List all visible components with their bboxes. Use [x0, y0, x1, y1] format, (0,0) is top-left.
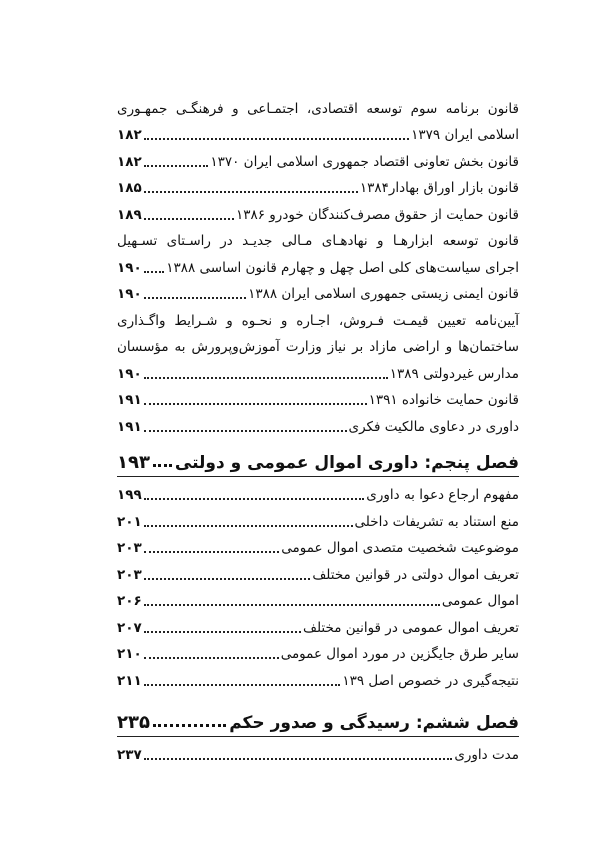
entry-page-number: ۲۰۳: [117, 566, 142, 583]
entry-title: قانون بخش تعاونی اقتصاد جمهوری اسلامی ایران ۱۳۷۰: [210, 153, 519, 170]
toc-entry: [117, 410, 519, 437]
entry-page-number: ۱۹۱: [117, 392, 142, 409]
divider: [117, 476, 519, 477]
toc-entry: [117, 739, 519, 766]
dot-leader: [144, 757, 453, 760]
entry-page-number: ۱۹۰: [117, 259, 142, 276]
entry-title: نتیجه‌گیری در خصوص اصل ۱۳۹: [342, 672, 519, 689]
toc-entry: [117, 357, 519, 384]
dot-leader: [144, 217, 234, 220]
chapter-page: ۱۹۳: [117, 451, 150, 473]
toc-entry: [117, 479, 519, 506]
entry-page-number: ۱۹۰: [117, 365, 142, 382]
dot-leader: [144, 190, 358, 193]
entry-title: تعریف اموال دولتی در قوانین مختلف: [312, 566, 519, 583]
chapter-title: فصل پنجم: داوری اموال عمومی و دولتی: [174, 452, 519, 473]
toc-section-2: [117, 479, 519, 691]
dot-leader: [144, 402, 367, 405]
toc-entry: [117, 505, 519, 532]
chapter-6-heading: [117, 705, 519, 733]
entry-title: تعریف اموال عمومی در قوانین مختلف: [302, 619, 519, 636]
dot-leader: [144, 137, 409, 140]
chapter-title: فصل ششم: رسیدگی و صدور حکم: [229, 712, 519, 733]
toc-entry: [117, 532, 519, 559]
entry-page-number: ۲۰۳: [117, 540, 142, 557]
toc-entry: [117, 585, 519, 612]
dot-leader: [144, 270, 164, 273]
chapter-page: ۲۳۵: [117, 711, 150, 733]
dot-leader: [144, 376, 388, 379]
entry-page-number: ۱۸۲: [117, 127, 142, 144]
toc-entry: [117, 664, 519, 691]
entry-title: موضوعیت شخصیت متصدی اموال عمومی: [281, 540, 519, 557]
entry-page-number: ۱۹۰: [117, 286, 142, 303]
entry-title: مفهوم ارجاع دعوا به داوری: [366, 487, 519, 504]
entry-title: ساختمان‌ها و اراضی مازاد بر نیاز وزارت آموزش‌وپرورش به مؤسسان: [117, 339, 519, 356]
entry-title: مدت داوری: [454, 747, 519, 764]
toc-entry: [117, 225, 519, 252]
dot-leader: [144, 577, 311, 580]
entry-page-number: ۲۳۷: [117, 747, 142, 764]
entry-page-number: ۱۹۹: [117, 487, 142, 504]
toc-entry: [117, 172, 519, 199]
dot-leader: [144, 683, 341, 686]
entry-title: قانون توسعه ابزارهـا و نهادهـای مـالی جدیـد در راسـتای تسـهیل: [117, 233, 519, 250]
entry-title: قانون حمایت خانواده ۱۳۹۱: [368, 392, 519, 409]
dot-leader: [144, 429, 347, 432]
entry-page-number: ۱۸۵: [117, 180, 142, 197]
dot-leader: [144, 550, 280, 553]
entry-page-number: ۱۸۲: [117, 153, 142, 170]
entry-page-number: ۲۰۶: [117, 593, 142, 610]
toc-entry: [117, 145, 519, 172]
dot-leader: [144, 296, 246, 299]
entry-page-number: ۲۱۰: [117, 646, 142, 663]
entry-title: قانون بازار اوراق بهادار۱۳۸۴: [359, 180, 519, 197]
toc-entry: [117, 198, 519, 225]
entry-title: اجرای سیاست‌های کلی اصل چهل و چهارم قانون اساسی ۱۳۸۸: [166, 259, 519, 276]
toc-entry: [117, 611, 519, 638]
chapter-5-heading: [117, 443, 519, 473]
toc-section-3: [117, 739, 519, 766]
dot-leader: [153, 463, 172, 467]
entry-page-number: ۱۹۱: [117, 418, 142, 435]
entry-title: منع استناد به تشریفات داخلی: [354, 513, 519, 530]
entry-page-number: ۲۰۷: [117, 619, 142, 636]
entry-title: قانون حمایت از حقوق مصرف‌کنندگان خودرو ۱۳۸۶: [235, 206, 519, 223]
entry-title: مدارس غیردولتی ۱۳۸۹: [389, 365, 519, 382]
toc-entry: [117, 384, 519, 411]
dot-leader: [144, 524, 353, 527]
dot-leader: [144, 497, 365, 500]
dot-leader: [153, 723, 226, 727]
dot-leader: [144, 603, 440, 606]
toc-entry: [117, 558, 519, 585]
entry-title: قانون ایمنی زیستی جمهوری اسلامی ایران ۱۳۸۸: [248, 286, 519, 303]
toc-entry: [117, 251, 519, 278]
entry-page-number: ۲۱۱: [117, 672, 142, 689]
toc-entry: [117, 304, 519, 331]
dot-leader: [144, 630, 301, 633]
entry-page-number: ۲۰۱: [117, 513, 142, 530]
entry-title: داوری در دعاوی مالکیت فکری: [348, 418, 519, 435]
toc-entry: [117, 331, 519, 358]
entry-title: اسلامی ایران ۱۳۷۹: [411, 127, 519, 144]
entry-page-number: ۱۸۹: [117, 206, 142, 223]
toc-entry: [117, 638, 519, 665]
entry-title: قانون برنامه سوم توسعه اقتصادی، اجتمـاعی و فرهنگـی جمهـوری: [117, 100, 519, 117]
toc-entry: [117, 119, 519, 146]
toc-entry: [117, 278, 519, 305]
divider: [117, 736, 519, 737]
entry-title: آیین‌نامه تعیین قیمـت فـروش، اجـاره و نحـوه و شـرایط واگـذاری: [117, 312, 519, 329]
dot-leader: [144, 656, 279, 659]
entry-title: اموال عمومی: [441, 593, 519, 610]
entry-title: سایر طرق جایگزین در مورد اموال عمومی: [280, 646, 519, 663]
dot-leader: [144, 164, 209, 167]
table-of-contents: [117, 92, 519, 765]
toc-entry: [117, 92, 519, 119]
toc-section-1: [117, 92, 519, 437]
